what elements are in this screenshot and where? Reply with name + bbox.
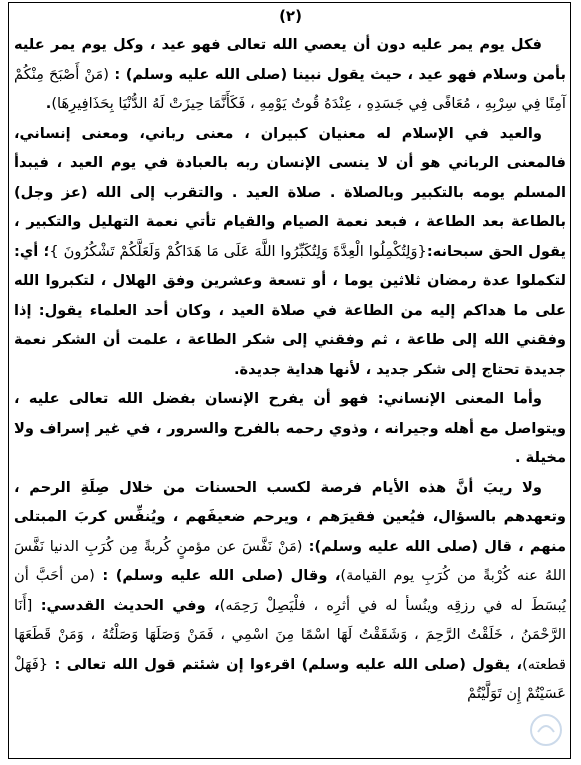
text-run: ولا ريبَ أنَّ هذه الأيام فرصة لكسب الحسنات من خلال صِلَةِ الرحم ، وتعهدهم بالسؤال، فيُعين فقيرَهم ، ويرحم ضعيفَهم ، ويُنفِّس كربَ المبتلى منهم ، قال (صلى الله عليه وسلم): — [14, 478, 566, 555]
hadith-quote: (مَنْ أَصْبَحَ مِنْكُمْ آمِنًا فِي سِرْبِهِ ، مُعَافًى فِي جَسَدِهِ ، عِنْدَهُ قُوتُ يَوْمِهِ ، فَكَأَنَّمَا حِيزَتْ لَهُ الدُّنْيَا بِحَذَافِيرِهَا) — [14, 65, 566, 112]
paragraph — [14, 119, 566, 385]
text-run: والعيد في الإسلام له معنيان كبيران ، معنى رباني، ومعنى إنساني، فالمعنى الرباني هو أن لا ينسى الإنسان ربه بالعبادة في يوم العيد ، فيبدأ المسلم يومه بالتكبير وبالصلاة . صلاة العيد . والتقرب إلى الله (عز وجل) بالطاعة بعد الطاعة ، فبعد نعمة الصيام والقيام تأتي نعمة التهليل والتكبير ، يقول الحق سبحانه: — [14, 124, 566, 260]
text-run: فكل يوم يمر عليه دون أن يعصي الله تعالى فهو عيد ، وكل يوم يمر عليه بأمن وسلام فهو عيد ، حيث يقول نبينا (صلى الله عليه وسلم) : — [14, 36, 566, 83]
quran-quote: {وَلِتُكْمِلُوا الْعِدَّةَ وَلِتُكَبِّرُوا اللَّهَ عَلَى مَا هَدَاكُمْ وَلَعَلَّكُمْ تَشْكُرُونَ } — [49, 242, 427, 260]
body-text — [14, 30, 566, 709]
text-run: ، وفي الحديث القدسي: — [32, 596, 220, 614]
page-number: (٢) — [279, 7, 302, 25]
text-run: وأما المعنى الإنساني: فهو أن يفرح الإنسان بفضل الله تعالى عليه ، ويتواصل مع أهله وجيرانه ، وذوي رحمه بالفرح والسرور ، في غير إسراف ولا مخيلة . — [14, 390, 566, 466]
paragraph — [14, 384, 566, 473]
quran-quote: {فَهَلْ عَسَيْتُمْ إِن تَوَلَّيْتُمْ — [14, 655, 566, 702]
text-run: ؛ أي: لتكملوا عدة رمضان ثلاثين يوما ، أو تسعة وعشرين وفق الهلال ، لتكبروا الله على ما هداكم إليه من الطاعة في صلاة العيد ، وكان أحد العلماء يقول: إذا وفقني الله إلى طاعة ، ثم وفقني إلى شكر الطاعة ، علمت أن الشكر نعمة جديدة تحتاج إلى شكر جديد ، لأنها هداية جديدة. — [14, 242, 566, 378]
watermark-logo-icon — [528, 712, 564, 748]
hadith-qudsi-quote: [أَنَا الرَّحْمَنُ ، خَلَقْتُ الرَّحِمَ ، وَشَقَقْتُ لَهَا اسْمًا مِنَ اسْمِي ، فَمَنْ وَصَلَهَا وَصَلْتُهُ ، وَمَنْ قَطَعَهَا قطعته) — [14, 596, 566, 673]
paragraph — [14, 473, 566, 709]
hadith-quote: (من أحَبَّ أن يُبسَطَ له في رزقِه وينُسأ له في أثرِه ، فلْيَصِلْ رَحِمَه) — [14, 567, 566, 614]
text-run: ، وقال (صلى الله عليه وسلم) : — [94, 567, 341, 584]
hadith-quote: (مَنْ نَفَّسَ عن مؤمنٍ كُربةً مِن كُرَبِ الدنيا نَفَّسَ اللهُ عنه كُرْبةً من كُرَبِ يوم القيامة) — [14, 537, 567, 584]
text-run: . — [45, 95, 52, 112]
paragraph — [14, 30, 566, 119]
text-run: ، يقول (صلى الله عليه وسلم) اقرءوا إن شئتم قول الله تعالى : — [48, 655, 523, 673]
